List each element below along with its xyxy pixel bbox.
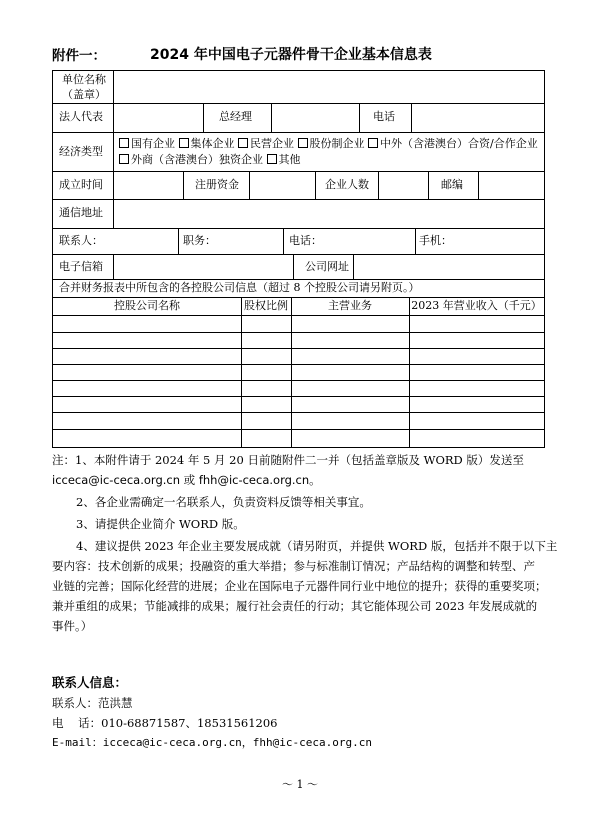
col-line: [415, 228, 416, 254]
contact-person: 联系人：范洪慧: [52, 696, 133, 710]
col-line: [411, 103, 412, 132]
col-line: [478, 171, 479, 199]
checkbox-icon: [119, 154, 129, 164]
econ-option[interactable]: 外商（含港澳台）独资企业: [119, 153, 263, 166]
econ-option[interactable]: 国有企业: [119, 137, 175, 150]
contact-label: 联系人：: [59, 234, 103, 247]
col-line: [315, 171, 316, 199]
col-line: [409, 297, 410, 447]
row-line: [53, 254, 544, 255]
econ-options-row2: [119, 153, 301, 167]
econ-option[interactable]: 民营企业: [238, 137, 294, 150]
col-line: [359, 103, 360, 132]
note-4-line2: 要内容：技术创新的成果；投融资的重大举措；参与标准制订情况；产品结构的调整和转型、产: [52, 559, 535, 573]
col-line: [241, 297, 242, 447]
col-line: [113, 254, 114, 279]
row-line: [53, 332, 544, 333]
col-line: [353, 254, 354, 279]
col-line: [178, 228, 179, 254]
col-line: [271, 103, 272, 132]
col-line: [113, 71, 114, 228]
col-line: [249, 171, 250, 199]
econ-option[interactable]: 集体企业: [179, 137, 235, 150]
page-number: ～ 1 ～: [282, 778, 318, 791]
position-label: 职务：: [183, 234, 216, 247]
checkbox-icon: [298, 138, 308, 148]
checkbox-icon: [238, 138, 248, 148]
note-4-line5: 事件。）: [52, 619, 93, 633]
econ-option[interactable]: 中外（含港澳台）合资/合作企业: [368, 137, 538, 150]
col-line: [378, 171, 379, 199]
form-title: 2024 年中国电子元器件骨干企业基本信息表: [150, 47, 432, 63]
address-label: 通信地址: [59, 206, 103, 219]
annex-label: 附件一：: [52, 48, 106, 64]
tel-label: 电话：: [289, 234, 322, 247]
note-1: 注：1、本附件请于 2024 年 5 月 20 日前随附件二一并（包括盖章版及 WORD 版）发送至: [52, 453, 524, 467]
holdings-note: 合并财务报表中所包含的各控股公司信息（超过 8 个控股公司请另附页。）: [59, 281, 420, 294]
note-4-line3: 业链的完善；国际化经营的进展；企业在国际电子元器件同行业中地位的提升；获得的重要奖项；: [52, 579, 547, 593]
col-line: [291, 297, 292, 447]
row-line: [53, 228, 544, 229]
unit-name-label: 单位名称: [62, 73, 106, 86]
info-table: [52, 70, 545, 448]
col-line: [183, 171, 184, 199]
row-line: [53, 279, 544, 280]
holdings-header-revenue: 2023 年营业收入（千元）: [411, 299, 542, 312]
row-line: [53, 132, 544, 133]
checkbox-icon: [179, 138, 189, 148]
row-line: [53, 199, 544, 200]
note-4-line1: 4、建议提供 2023 年企业主要发展成就（请另附页，并提供 WORD 版，包括并不限于以下主: [76, 539, 558, 553]
row-line: [53, 348, 544, 349]
note-4-line4: 兼并重组的成果；节能减排的成果；履行社会责任的行动；其它能体现公司 2023 年发展成就的: [52, 599, 538, 613]
note-1-emails: icceca@ic-ceca.org.cn 或 fhh@ic-ceca.org.cn。: [52, 473, 321, 487]
website-label: 公司网址: [305, 260, 349, 273]
email-label: 电子信箱: [59, 260, 103, 273]
holdings-header-share: 股权比例: [244, 299, 288, 312]
checkbox-icon: [267, 154, 277, 164]
col-line: [293, 254, 294, 279]
established-label: 成立时间: [59, 178, 103, 191]
note-2: 2、各企业需确定一名联系人，负责资料反馈等相关事宜。: [76, 495, 371, 509]
holdings-header-business: 主营业务: [328, 299, 372, 312]
contact-email: E-mail：icceca@ic-ceca.org.cn，fhh@ic-ceca.org.cn: [52, 736, 373, 749]
registered-capital-label: 注册资金: [195, 178, 239, 191]
row-line: [53, 103, 544, 104]
row-line: [53, 412, 544, 413]
row-line: [53, 380, 544, 381]
row-line: [53, 315, 544, 316]
row-line: [53, 297, 544, 298]
holdings-header-name: 控股公司名称: [114, 299, 180, 312]
econ-option[interactable]: 其他: [267, 153, 301, 166]
econ-type-label: 经济类型: [59, 145, 103, 158]
legal-rep-label: 法人代表: [59, 110, 103, 123]
row-line: [53, 396, 544, 397]
mobile-label: 手机：: [419, 234, 452, 247]
phone-label: 电话: [373, 110, 395, 123]
postcode-label: 邮编: [441, 178, 463, 191]
col-line: [428, 171, 429, 199]
note-3: 3、请提供企业简介 WORD 版。: [76, 517, 245, 531]
row-line: [53, 429, 544, 430]
col-line: [283, 228, 284, 254]
checkbox-icon: [119, 138, 129, 148]
row-line: [53, 171, 544, 172]
headcount-label: 企业人数: [325, 178, 369, 191]
contact-phone: 电 话：010-68871587、18531561206: [52, 716, 278, 730]
col-line: [203, 103, 204, 132]
checkbox-icon: [368, 138, 378, 148]
econ-option[interactable]: 股份制企业: [298, 137, 365, 150]
row-line: [53, 364, 544, 365]
contact-heading: 联系人信息：: [52, 675, 128, 690]
general-manager-label: 总经理: [219, 110, 252, 123]
econ-options-row1: [119, 137, 538, 151]
unit-name-seal-label: （盖章）: [62, 88, 106, 101]
